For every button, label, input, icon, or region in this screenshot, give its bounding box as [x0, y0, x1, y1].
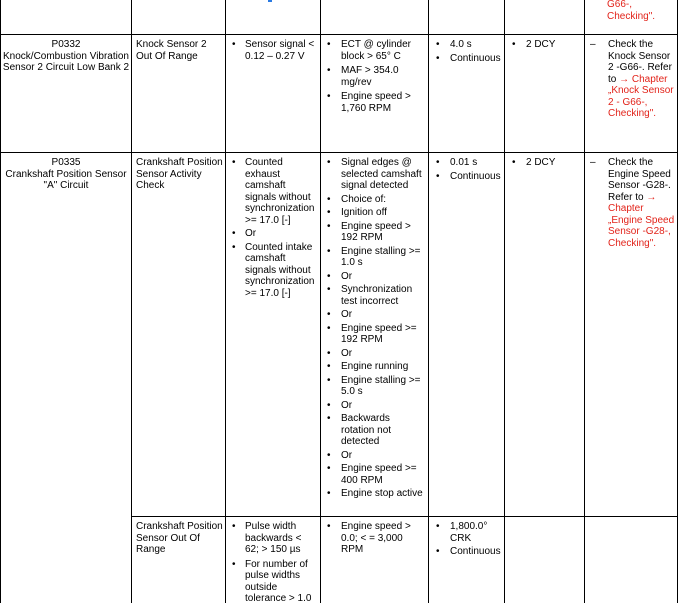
fault-criteria	[229, 521, 318, 605]
dtc-description: Knock/Combustion Vibration Sensor 2 Circuit Low Bank 2	[2, 50, 130, 73]
dtc-code: P0332	[51, 39, 81, 50]
condition-item: • Engine speed >= 400 RPM	[324, 463, 426, 486]
timing-item: • Continuous	[433, 546, 503, 558]
condition-item: • Engine stop active	[324, 488, 426, 500]
note-dash: –	[590, 157, 596, 168]
enable-conditions	[324, 157, 426, 502]
column-divider	[584, 0, 585, 603]
condition-item: • Or	[324, 348, 426, 360]
column-divider	[131, 0, 132, 603]
condition-item: • MAF > 354.0 mg/rev	[324, 65, 426, 88]
mil-illumination	[509, 157, 583, 169]
condition-item: • Or	[324, 309, 426, 321]
dtc-code: P0335	[51, 157, 81, 168]
chapter-link[interactable]: → Chapter „Knock Sensor 2 - G66-, Checking".	[608, 73, 674, 119]
row-divider	[0, 34, 678, 35]
enable-conditions	[324, 521, 426, 556]
chapter-link[interactable]: → Chapter „Engine Speed Sensor -G28-, Checking".	[608, 191, 675, 249]
time-required	[433, 157, 503, 182]
condition-item: • Signal edges @ selected camshaft signal detected	[324, 157, 426, 192]
condition-item: • Engine speed > 1,760 RPM	[324, 91, 426, 114]
condition-item: • Engine stalling >= 5.0 s	[324, 375, 426, 398]
condition-item: • Engine speed > 0.0; < = 3,000 RPM	[324, 521, 426, 556]
condition-item: • Or	[324, 450, 426, 462]
column-divider	[320, 0, 321, 603]
condition-item: • Engine speed > 192 RPM	[324, 221, 426, 244]
column-divider	[504, 0, 505, 603]
fault-criteria	[229, 157, 318, 299]
condition-item: • Synchronization test incorrect	[324, 284, 426, 307]
condition-item: • Or	[324, 400, 426, 412]
fault-criteria	[229, 39, 318, 62]
note-link-continued[interactable]: G66-, Checking".	[607, 0, 656, 22]
fault-criteria-item: • Pulse width backwards < 62; > 150 µs	[229, 521, 318, 556]
column-divider	[225, 0, 226, 603]
table-border-left	[0, 0, 1, 603]
condition-item: • Engine stalling >= 1.0 s	[324, 246, 426, 269]
monitor-strategy: Knock Sensor 2 Out Of Range	[136, 39, 207, 62]
condition-item: • Backwards rotation not detected	[324, 413, 426, 448]
timing-item: • 0.01 s	[433, 157, 503, 169]
mil-item: • 2 DCY	[509, 39, 583, 51]
dtc-description: Crankshaft Position Sensor "A" Circuit	[5, 168, 127, 191]
condition-item: • Or	[324, 271, 426, 283]
fault-criteria-item: • Counted intake camshaft signals without synchronization >= 17.0 [-]	[229, 242, 318, 300]
monitor-strategy: Crankshaft Position Sensor Out Of Range	[136, 521, 223, 555]
condition-item: • Ignition off	[324, 207, 426, 219]
fault-criteria-item: • For number of pulse widths outside tolerance > 1.0	[229, 559, 318, 605]
dtc-cell	[2, 39, 130, 74]
timing-item: • Continuous	[433, 53, 503, 65]
link-fragment-mark	[268, 0, 272, 2]
row-divider	[131, 516, 678, 517]
timing-item: • Continuous	[433, 171, 503, 183]
condition-item: • Engine speed >= 192 RPM	[324, 323, 426, 346]
timing-item: • 1,800.0° CRK	[433, 521, 503, 544]
condition-item: • Choice of:	[324, 194, 426, 206]
repair-note	[586, 157, 676, 249]
repair-note	[586, 39, 676, 120]
monitor-strategy: Crankshaft Position Sensor Activity Check	[136, 157, 223, 191]
dtc-cell	[2, 157, 130, 192]
fault-criteria-item: • Or	[229, 228, 318, 240]
condition-item: • ECT @ cylinder block > 65° C	[324, 39, 426, 62]
time-required	[433, 39, 503, 64]
timing-item: • 4.0 s	[433, 39, 503, 51]
mil-illumination	[509, 39, 583, 51]
note-dash: –	[590, 39, 596, 50]
time-required	[433, 521, 503, 558]
mil-item: • 2 DCY	[509, 157, 583, 169]
column-divider	[428, 0, 429, 603]
fault-criteria-item: • Counted exhaust camshaft signals without synchronization >= 17.0 [-]	[229, 157, 318, 226]
note-text: Check the Engine Speed Sensor -G28-. Refer to	[608, 157, 671, 203]
fault-criteria-item: • Sensor signal < 0.12 – 0.27 V	[229, 39, 318, 62]
row-divider	[0, 152, 678, 153]
condition-item: • Engine running	[324, 361, 426, 373]
note-text: Check the Knock Sensor 2 -G66-. Refer to	[608, 39, 672, 85]
enable-conditions	[324, 39, 426, 114]
